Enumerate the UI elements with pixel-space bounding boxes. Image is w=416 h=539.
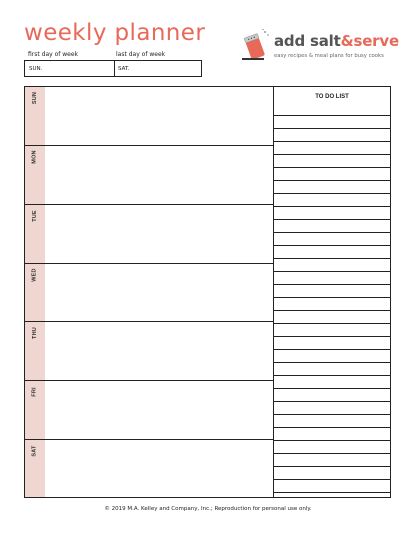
todo-line[interactable] [274,479,390,480]
logo-tagline: easy recipes & meal plans for busy cooks [274,53,384,59]
last-day-caption: last day of week [116,51,166,58]
day-label: MON [32,150,38,164]
todo-line[interactable] [274,401,390,402]
day-row-thu[interactable] [25,322,273,381]
todo-line[interactable] [274,466,390,467]
logo-word-salt: salt [310,32,341,50]
todo-list-title: TO DO LIST [315,94,349,100]
todo-line[interactable] [274,258,390,259]
sun-field-label: SUN. [29,66,43,72]
day-label: THU [32,327,38,339]
page-title: weekly planner [24,20,206,46]
todo-line[interactable] [274,271,390,272]
todo-line[interactable] [274,375,390,376]
day-row-mon[interactable] [25,146,273,205]
todo-line[interactable] [274,310,390,311]
todo-line[interactable] [274,453,390,454]
todo-line[interactable] [274,427,390,428]
brand-logo [236,26,399,70]
logo-ampersand: & [340,32,354,50]
week-range-box [24,60,202,77]
todo-line[interactable] [274,167,390,168]
first-day-caption: first day of week [28,51,79,58]
todo-line[interactable] [274,388,390,389]
week-range-divider [114,61,115,76]
todo-line[interactable] [274,440,390,441]
todo-line[interactable] [274,245,390,246]
logo-word-serve: serve [353,32,399,50]
todo-line[interactable] [274,128,390,129]
day-label: SUN [32,91,38,105]
todo-line[interactable] [274,492,390,493]
todo-line[interactable] [274,206,390,207]
logo-wordmark [274,34,399,49]
todo-line[interactable] [274,362,390,363]
sat-field-label: SAT. [118,66,130,72]
day-label: FRI [32,387,38,397]
day-label: SAT [31,445,38,457]
logo-word-add: add [274,32,305,50]
day-label: WED [32,268,38,282]
todo-line[interactable] [274,349,390,350]
day-row-sat[interactable] [25,440,273,497]
day-row-wed[interactable] [25,264,273,322]
todo-line[interactable] [274,297,390,298]
todo-line[interactable] [274,154,390,155]
todo-line[interactable] [274,284,390,285]
todo-line[interactable] [274,323,390,324]
day-label: TUE [31,210,38,222]
copyright-footer: © 2019 M.A. Kelley and Company, Inc.; Reproduction for personal use only. [104,506,312,512]
planner-grid [24,86,391,498]
todo-line[interactable] [274,414,390,415]
day-row-tue[interactable] [25,205,273,264]
todo-line[interactable] [274,180,390,181]
todo-line[interactable] [274,141,390,142]
todo-line[interactable] [274,219,390,220]
day-row-sun[interactable] [25,87,273,146]
todo-line[interactable] [274,115,390,116]
todo-line[interactable] [274,193,390,194]
todo-divider [273,87,274,497]
todo-line[interactable] [274,232,390,233]
todo-line[interactable] [274,336,390,337]
day-row-fri[interactable] [25,381,273,440]
salt-shaker-icon [238,28,272,62]
